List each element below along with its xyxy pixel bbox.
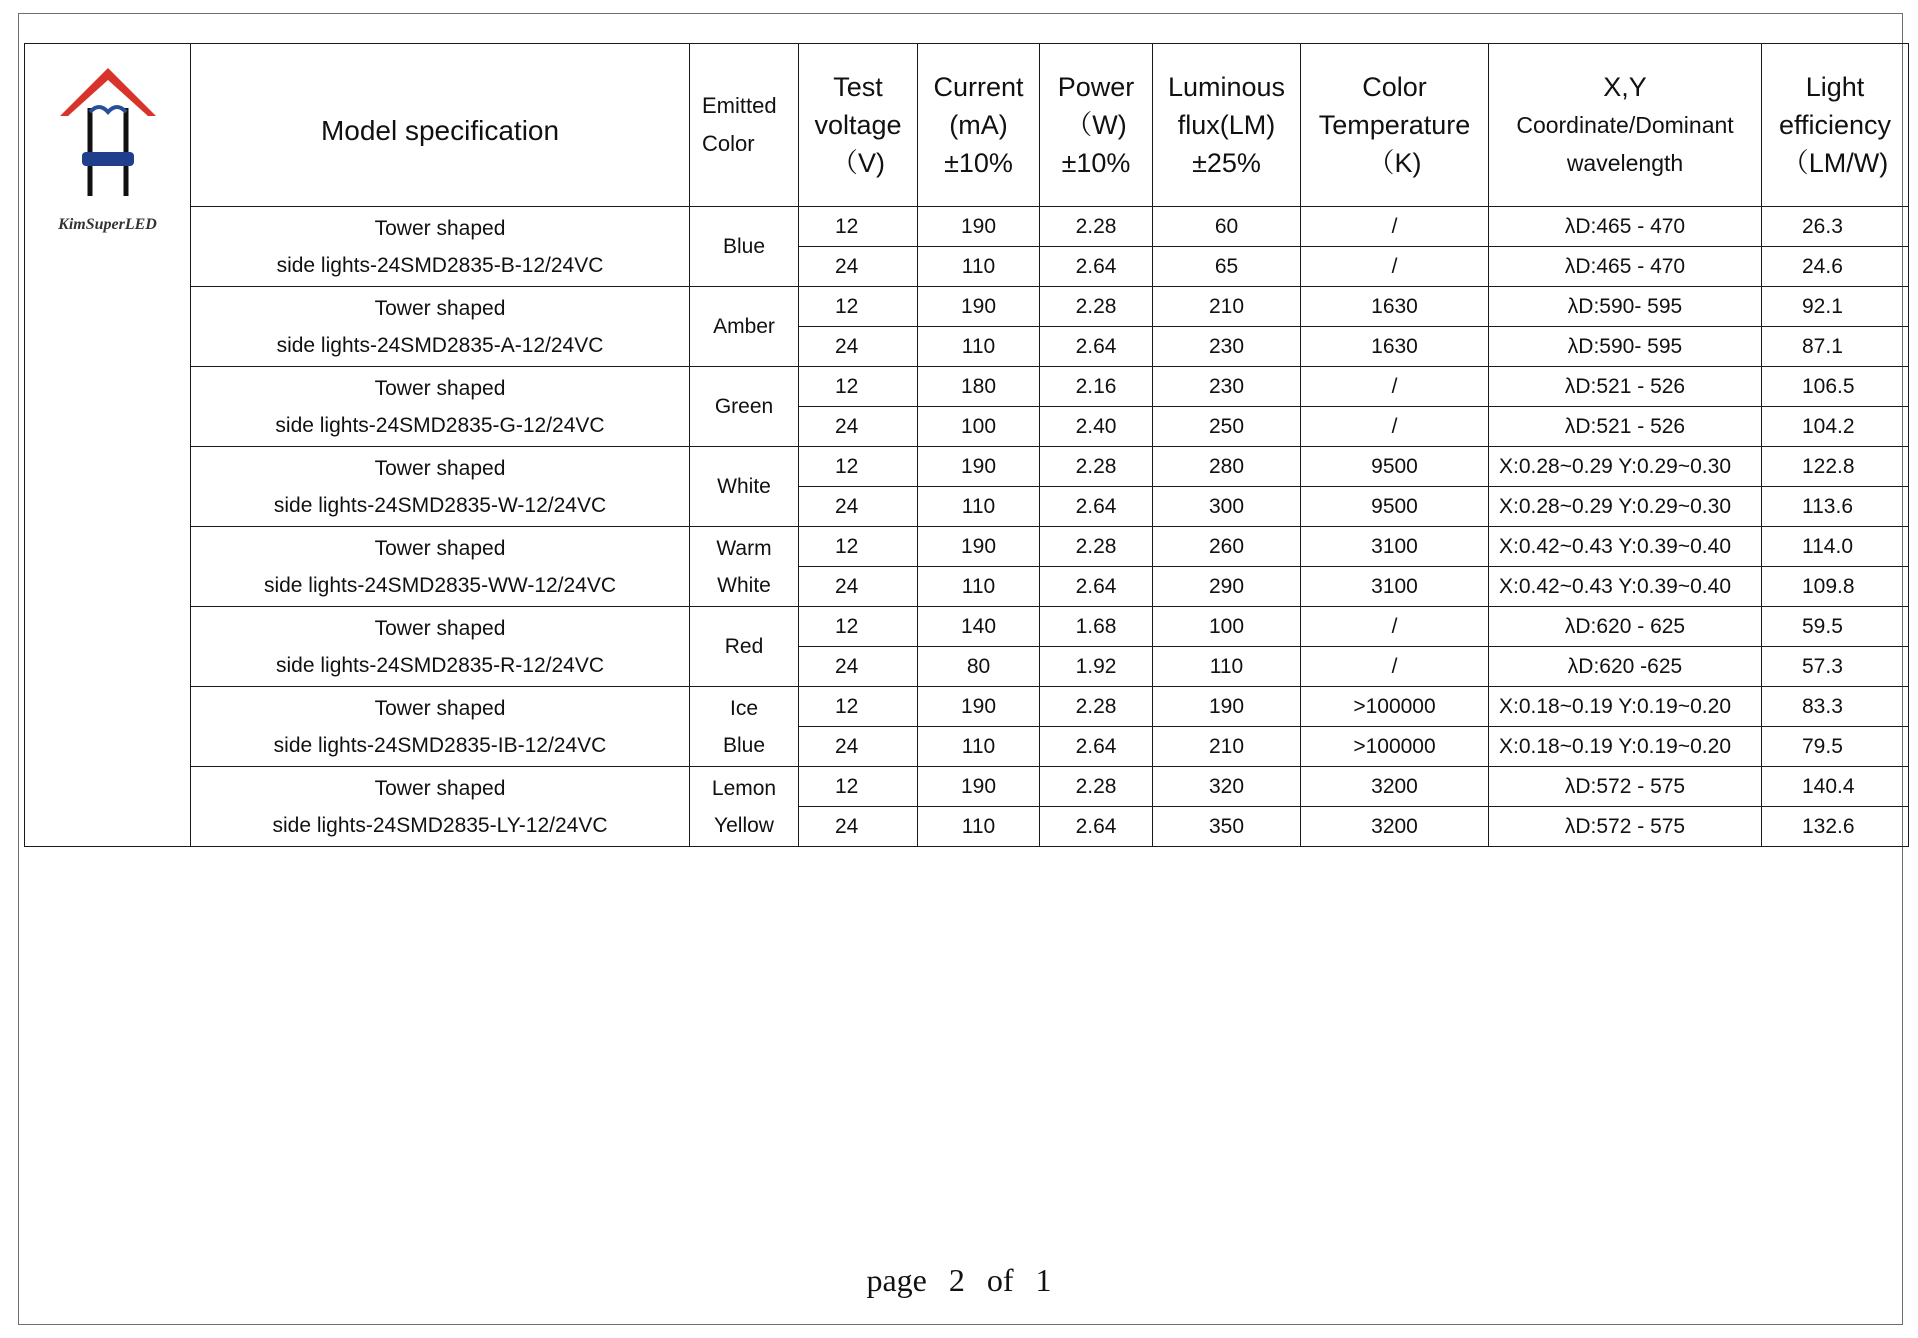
header-model: Model specification xyxy=(191,44,690,207)
color-temperature-cell: 1630 xyxy=(1301,327,1489,367)
luminous-flux-cell: 230 xyxy=(1153,367,1301,407)
xy-wavelength-cell: X:0.18~0.19 Y:0.19~0.20 xyxy=(1489,727,1762,767)
test-voltage-cell: 24 xyxy=(799,327,918,367)
light-efficiency-cell: 87.1 xyxy=(1762,327,1909,367)
color-temperature-cell: 9500 xyxy=(1301,447,1489,487)
power-cell: 2.28 xyxy=(1040,447,1153,487)
model-name: Tower shaped side lights-24SMD2835-R-12/24VC xyxy=(191,607,690,687)
logo-cell xyxy=(25,44,191,847)
xy-wavelength-cell: X:0.42~0.43 Y:0.39~0.40 xyxy=(1489,567,1762,607)
xy-wavelength-cell: λD:521 - 526 xyxy=(1489,407,1762,447)
luminous-flux-cell: 230 xyxy=(1153,327,1301,367)
model-name: Tower shaped side lights-24SMD2835-G-12/24VC xyxy=(191,367,690,447)
emitted-color: Red xyxy=(690,607,799,687)
light-efficiency-cell: 109.8 xyxy=(1762,567,1909,607)
house-logo-icon xyxy=(60,68,156,218)
xy-wavelength-cell: X:0.28~0.29 Y:0.29~0.30 xyxy=(1489,487,1762,527)
current-cell: 190 xyxy=(918,687,1040,727)
power-cell: 2.28 xyxy=(1040,687,1153,727)
test-voltage-cell: 12 xyxy=(799,287,918,327)
current-cell: 110 xyxy=(918,807,1040,847)
luminous-flux-cell: 290 xyxy=(1153,567,1301,607)
page-footer: page 2 of 1 xyxy=(866,1262,1052,1298)
luminous-flux-cell: 60 xyxy=(1153,207,1301,247)
table-row xyxy=(25,287,1909,327)
color-temperature-cell: 3100 xyxy=(1301,527,1489,567)
light-efficiency-cell: 83.3 xyxy=(1762,687,1909,727)
luminous-flux-cell: 210 xyxy=(1153,727,1301,767)
model-name: Tower shaped side lights-24SMD2835-WW-12/24VC xyxy=(191,527,690,607)
current-cell: 140 xyxy=(918,607,1040,647)
luminous-flux-cell: 250 xyxy=(1153,407,1301,447)
light-efficiency-cell: 106.5 xyxy=(1762,367,1909,407)
xy-wavelength-cell: λD:572 - 575 xyxy=(1489,807,1762,847)
color-temperature-cell: >100000 xyxy=(1301,687,1489,727)
header-test-voltage: Test voltage （V) xyxy=(799,44,918,207)
current-cell: 190 xyxy=(918,527,1040,567)
model-name: Tower shaped side lights-24SMD2835-LY-12/24VC xyxy=(191,767,690,847)
current-cell: 180 xyxy=(918,367,1040,407)
test-voltage-cell: 24 xyxy=(799,727,918,767)
light-efficiency-cell: 92.1 xyxy=(1762,287,1909,327)
color-temperature-cell: / xyxy=(1301,367,1489,407)
brand-name: KimSuperLED xyxy=(58,216,157,233)
header-current: Current (mA) ±10% xyxy=(918,44,1040,207)
emitted-color: Amber xyxy=(690,287,799,367)
light-efficiency-cell: 140.4 xyxy=(1762,767,1909,807)
model-name: Tower shaped side lights-24SMD2835-A-12/24VC xyxy=(191,287,690,367)
light-efficiency-cell: 113.6 xyxy=(1762,487,1909,527)
table-row xyxy=(25,767,1909,807)
test-voltage-cell: 24 xyxy=(799,407,918,447)
current-cell: 100 xyxy=(918,407,1040,447)
light-efficiency-cell: 79.5 xyxy=(1762,727,1909,767)
table-row xyxy=(25,447,1909,487)
xy-wavelength-cell: λD:465 - 470 xyxy=(1489,207,1762,247)
xy-wavelength-cell: X:0.18~0.19 Y:0.19~0.20 xyxy=(1489,687,1762,727)
power-cell: 2.28 xyxy=(1040,527,1153,567)
emitted-color: White xyxy=(690,447,799,527)
color-temperature-cell: / xyxy=(1301,407,1489,447)
color-temperature-cell: / xyxy=(1301,247,1489,287)
color-temperature-cell: / xyxy=(1301,607,1489,647)
power-cell: 2.16 xyxy=(1040,367,1153,407)
model-name: Tower shaped side lights-24SMD2835-W-12/24VC xyxy=(191,447,690,527)
luminous-flux-cell: 350 xyxy=(1153,807,1301,847)
header-color-temperature: Color Temperature （K) xyxy=(1301,44,1489,207)
power-cell: 2.64 xyxy=(1040,247,1153,287)
test-voltage-cell: 12 xyxy=(799,207,918,247)
xy-wavelength-cell: X:0.28~0.29 Y:0.29~0.30 xyxy=(1489,447,1762,487)
current-cell: 110 xyxy=(918,567,1040,607)
color-temperature-cell: 1630 xyxy=(1301,287,1489,327)
luminous-flux-cell: 260 xyxy=(1153,527,1301,567)
power-cell: 2.28 xyxy=(1040,767,1153,807)
test-voltage-cell: 12 xyxy=(799,447,918,487)
light-efficiency-cell: 104.2 xyxy=(1762,407,1909,447)
xy-wavelength-cell: λD:521 - 526 xyxy=(1489,367,1762,407)
light-efficiency-cell: 122.8 xyxy=(1762,447,1909,487)
test-voltage-cell: 12 xyxy=(799,527,918,567)
emitted-color: Ice Blue xyxy=(690,687,799,767)
luminous-flux-cell: 210 xyxy=(1153,287,1301,327)
luminous-flux-cell: 100 xyxy=(1153,607,1301,647)
xy-wavelength-cell: λD:590- 595 xyxy=(1489,327,1762,367)
power-cell: 1.68 xyxy=(1040,607,1153,647)
xy-wavelength-cell: λD:620 - 625 xyxy=(1489,607,1762,647)
header-emitted-color: Emitted Color xyxy=(690,44,799,207)
test-voltage-cell: 12 xyxy=(799,767,918,807)
luminous-flux-cell: 65 xyxy=(1153,247,1301,287)
test-voltage-cell: 24 xyxy=(799,487,918,527)
luminous-flux-cell: 110 xyxy=(1153,647,1301,687)
current-cell: 110 xyxy=(918,327,1040,367)
header-row xyxy=(25,44,1909,207)
model-name: Tower shaped side lights-24SMD2835-IB-12/24VC xyxy=(191,687,690,767)
test-voltage-cell: 12 xyxy=(799,687,918,727)
xy-wavelength-cell: X:0.42~0.43 Y:0.39~0.40 xyxy=(1489,527,1762,567)
emitted-color: Warm White xyxy=(690,527,799,607)
current-cell: 110 xyxy=(918,727,1040,767)
light-efficiency-cell: 132.6 xyxy=(1762,807,1909,847)
luminous-flux-cell: 300 xyxy=(1153,487,1301,527)
test-voltage-cell: 24 xyxy=(799,567,918,607)
xy-wavelength-cell: λD:620 -625 xyxy=(1489,647,1762,687)
header-luminous-flux: Luminous flux(LM) ±25% xyxy=(1153,44,1301,207)
luminous-flux-cell: 190 xyxy=(1153,687,1301,727)
luminous-flux-cell: 280 xyxy=(1153,447,1301,487)
test-voltage-cell: 24 xyxy=(799,807,918,847)
test-voltage-cell: 24 xyxy=(799,647,918,687)
color-temperature-cell: / xyxy=(1301,647,1489,687)
light-efficiency-cell: 26.3 xyxy=(1762,207,1909,247)
emitted-color: Blue xyxy=(690,207,799,287)
current-cell: 190 xyxy=(918,767,1040,807)
table-row xyxy=(25,527,1909,567)
current-cell: 190 xyxy=(918,447,1040,487)
power-cell: 2.40 xyxy=(1040,407,1153,447)
color-temperature-cell: / xyxy=(1301,207,1489,247)
current-cell: 190 xyxy=(918,207,1040,247)
power-cell: 1.92 xyxy=(1040,647,1153,687)
power-cell: 2.28 xyxy=(1040,207,1153,247)
xy-wavelength-cell: λD:590- 595 xyxy=(1489,287,1762,327)
light-efficiency-cell: 114.0 xyxy=(1762,527,1909,567)
table-row xyxy=(25,607,1909,647)
xy-wavelength-cell: λD:465 - 470 xyxy=(1489,247,1762,287)
color-temperature-cell: >100000 xyxy=(1301,727,1489,767)
color-temperature-cell: 3200 xyxy=(1301,767,1489,807)
current-cell: 80 xyxy=(918,647,1040,687)
power-cell: 2.28 xyxy=(1040,287,1153,327)
xy-wavelength-cell: λD:572 - 575 xyxy=(1489,767,1762,807)
power-cell: 2.64 xyxy=(1040,727,1153,767)
emitted-color: Green xyxy=(690,367,799,447)
table-row xyxy=(25,367,1909,407)
spec-table xyxy=(24,43,1909,847)
color-temperature-cell: 3100 xyxy=(1301,567,1489,607)
current-cell: 190 xyxy=(918,287,1040,327)
luminous-flux-cell: 320 xyxy=(1153,767,1301,807)
light-efficiency-cell: 24.6 xyxy=(1762,247,1909,287)
light-efficiency-cell: 57.3 xyxy=(1762,647,1909,687)
power-cell: 2.64 xyxy=(1040,487,1153,527)
current-cell: 110 xyxy=(918,487,1040,527)
light-efficiency-cell: 59.5 xyxy=(1762,607,1909,647)
header-xy-coordinate: X,Y Coordinate/Dominant wavelength xyxy=(1489,44,1762,207)
power-cell: 2.64 xyxy=(1040,327,1153,367)
color-temperature-cell: 9500 xyxy=(1301,487,1489,527)
model-name: Tower shaped side lights-24SMD2835-B-12/24VC xyxy=(191,207,690,287)
header-power: Power （W) ±10% xyxy=(1040,44,1153,207)
table-row xyxy=(25,207,1909,247)
power-cell: 2.64 xyxy=(1040,807,1153,847)
brand-logo xyxy=(25,44,190,234)
emitted-color: Lemon Yellow xyxy=(690,767,799,847)
power-cell: 2.64 xyxy=(1040,567,1153,607)
header-light-efficiency: Light efficiency （LM/W) xyxy=(1762,44,1909,207)
test-voltage-cell: 12 xyxy=(799,607,918,647)
current-cell: 110 xyxy=(918,247,1040,287)
test-voltage-cell: 12 xyxy=(799,367,918,407)
table-row xyxy=(25,687,1909,727)
color-temperature-cell: 3200 xyxy=(1301,807,1489,847)
test-voltage-cell: 24 xyxy=(799,247,918,287)
